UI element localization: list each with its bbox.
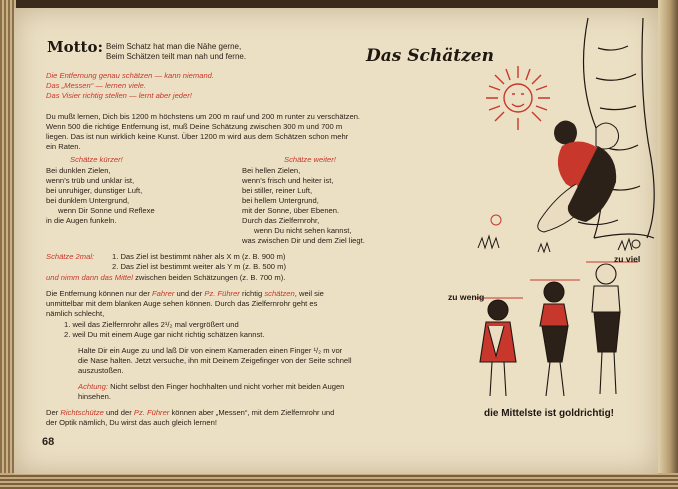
para2-line-3: nämlich schlecht, bbox=[46, 309, 105, 318]
para2-text-e: richtig bbox=[241, 289, 263, 298]
estimate-mean-rest: zwischen beiden Schätzungen (z. B. 700 m). bbox=[135, 273, 286, 282]
col-right-line-7: wenn Du nicht sehen kannst, bbox=[254, 226, 352, 235]
couple-drawing bbox=[538, 120, 619, 232]
woman-middle-drawing bbox=[530, 280, 580, 396]
final-text-e: können aber „Messen“, mit dem Zielfernrohr und bbox=[171, 408, 335, 417]
intro-line-3: Das Visier richtig stellen — lernt aber jeder! bbox=[46, 91, 192, 100]
book-page bbox=[14, 8, 658, 474]
intro-line-1: Die Entfernung genau schätzen — kann niemand. bbox=[46, 71, 215, 80]
col-right-line-8: was zwischen Dir und dem Ziel liegt. bbox=[242, 236, 365, 245]
label-too-little: zu wenig bbox=[448, 292, 485, 302]
attention-line-2: hinsehen. bbox=[78, 392, 111, 401]
page-title: Das Schätzen bbox=[366, 46, 494, 66]
motto-line-2: Beim Schätzen teilt man nah und ferne. bbox=[106, 52, 247, 61]
attention-text: Nicht selbst den Finger hochhalten und nicht vorher mit beiden Augen bbox=[110, 382, 345, 391]
estimate-twice-item-2: 2. Das Ziel ist bestimmt weiter als Y m (z. B. 500 m) bbox=[112, 262, 286, 271]
sun-drawing bbox=[486, 66, 550, 130]
col-left-line-3: bei unruhiger, dunstiger Luft, bbox=[46, 186, 143, 195]
para3-line-1: Halte Dir ein Auge zu und laß Dir von einem Kameraden einen Finger ¹/₂ m vor bbox=[78, 346, 343, 355]
para2-text-g: , weil sie bbox=[294, 289, 324, 298]
para2-line-1 bbox=[46, 289, 324, 299]
motto-label: Motto: bbox=[47, 38, 104, 56]
motto-line-1: Beim Schatz hat man die Nähe gerne, bbox=[106, 42, 242, 51]
page-edges-bottom bbox=[0, 473, 678, 489]
page-number: 68 bbox=[42, 436, 55, 448]
para2-item-2: 2. weil Du mit einem Auge gar nicht richtig schätzen kannst. bbox=[64, 330, 265, 339]
label-too-much: zu viel bbox=[614, 254, 641, 264]
estimate-mean-red: und nimm dann das Mittel bbox=[46, 273, 133, 282]
col-left-line-5: wenn Dir Sonne und Reflexe bbox=[58, 206, 155, 215]
final-line-1 bbox=[46, 408, 334, 418]
final-text-a: Der bbox=[46, 408, 59, 417]
col-left-line-4: bei dunklem Untergrund, bbox=[46, 196, 130, 205]
estimate-mean-line bbox=[46, 273, 285, 283]
col-left-heading: Schätze kürzer! bbox=[70, 155, 123, 164]
col-right-line-5: mit der Sonne, über Ebenen. bbox=[242, 206, 340, 215]
estimate-twice-item-1: 1. Das Ziel ist bestimmt näher als X m (z. B. 900 m) bbox=[112, 252, 286, 261]
col-right-line-4: bei hellem Untergrund, bbox=[242, 196, 319, 205]
final-commander: Pz. Führer bbox=[133, 408, 170, 417]
para2-text-c: und der bbox=[176, 289, 203, 298]
para2-line-2: unmittelbar mit dem blanken Auge sehen können. Durch das Zielfernrohr geht es bbox=[46, 299, 318, 308]
para1-line-3: liegen. Das ist nun wirklich keine Kunst. Über 1200 m wird aus dem Schätzen schon mehr bbox=[46, 132, 349, 141]
para1-line-2: Wenn 500 die richtige Entfernung ist, muß Deine Schätzung zwischen 300 m und 700 m bbox=[46, 122, 343, 131]
col-right-line-1: Bei hellen Zielen, bbox=[242, 166, 301, 175]
col-left-line-1: Bei dunklen Zielen, bbox=[46, 166, 111, 175]
illustration-caption: die Mittelste ist goldrichtig! bbox=[484, 408, 615, 419]
col-right-line-6: Durch das Zielfernrohr, bbox=[242, 216, 320, 225]
attention-label: Achtung: bbox=[78, 382, 108, 391]
col-left-line-2: wenn’s trüb und unklar ist, bbox=[46, 176, 135, 185]
attention-line-1 bbox=[78, 382, 344, 392]
para2-item-1: 1. weil das Zielfernrohr alles 2¹/₂ mal vergrößert und bbox=[64, 320, 239, 329]
final-gunner: Richtschütze bbox=[60, 408, 104, 417]
para2-estimate: schätzen bbox=[264, 289, 295, 298]
col-right-line-3: bei stiller, reiner Luft, bbox=[242, 186, 313, 195]
woman-right-drawing bbox=[586, 262, 638, 394]
final-text-c: und der bbox=[105, 408, 132, 417]
para1-line-4: ein Raten. bbox=[46, 142, 81, 151]
col-right-line-2: wenn’s frisch und heiter ist, bbox=[242, 176, 334, 185]
woman-left-drawing bbox=[476, 298, 523, 396]
final-line-2: der Optik nämlich, Du wirst das auch gleich lernen! bbox=[46, 418, 217, 427]
col-right-heading: Schätze weiter! bbox=[284, 155, 336, 164]
illustration-three-women bbox=[468, 254, 641, 406]
para3-line-2: die Nase halten. Jetzt versuche, ihn mit Deinem Zeigefinger von der Seite schnell bbox=[78, 356, 352, 365]
intro-line-2: Das „Messen“ — lernen viele. bbox=[46, 81, 147, 90]
para2-text-a: Die Entfernung können nur der bbox=[46, 289, 150, 298]
illustration-couple bbox=[458, 8, 658, 258]
para1-line-1: Du mußt lernen, Dich bis 1200 m höchstens um 200 m rauf und 200 m runter zu verschätzen. bbox=[46, 112, 361, 121]
para2-commander: Pz. Führer bbox=[204, 289, 240, 298]
para3-line-3: auszustoßen. bbox=[78, 366, 124, 375]
col-left-line-6: in die Augen funkeln. bbox=[46, 216, 117, 225]
book-spine-right bbox=[658, 0, 678, 489]
para2-driver: Fahrer bbox=[151, 289, 175, 298]
estimate-twice-label: Schätze 2mal: bbox=[46, 252, 95, 261]
